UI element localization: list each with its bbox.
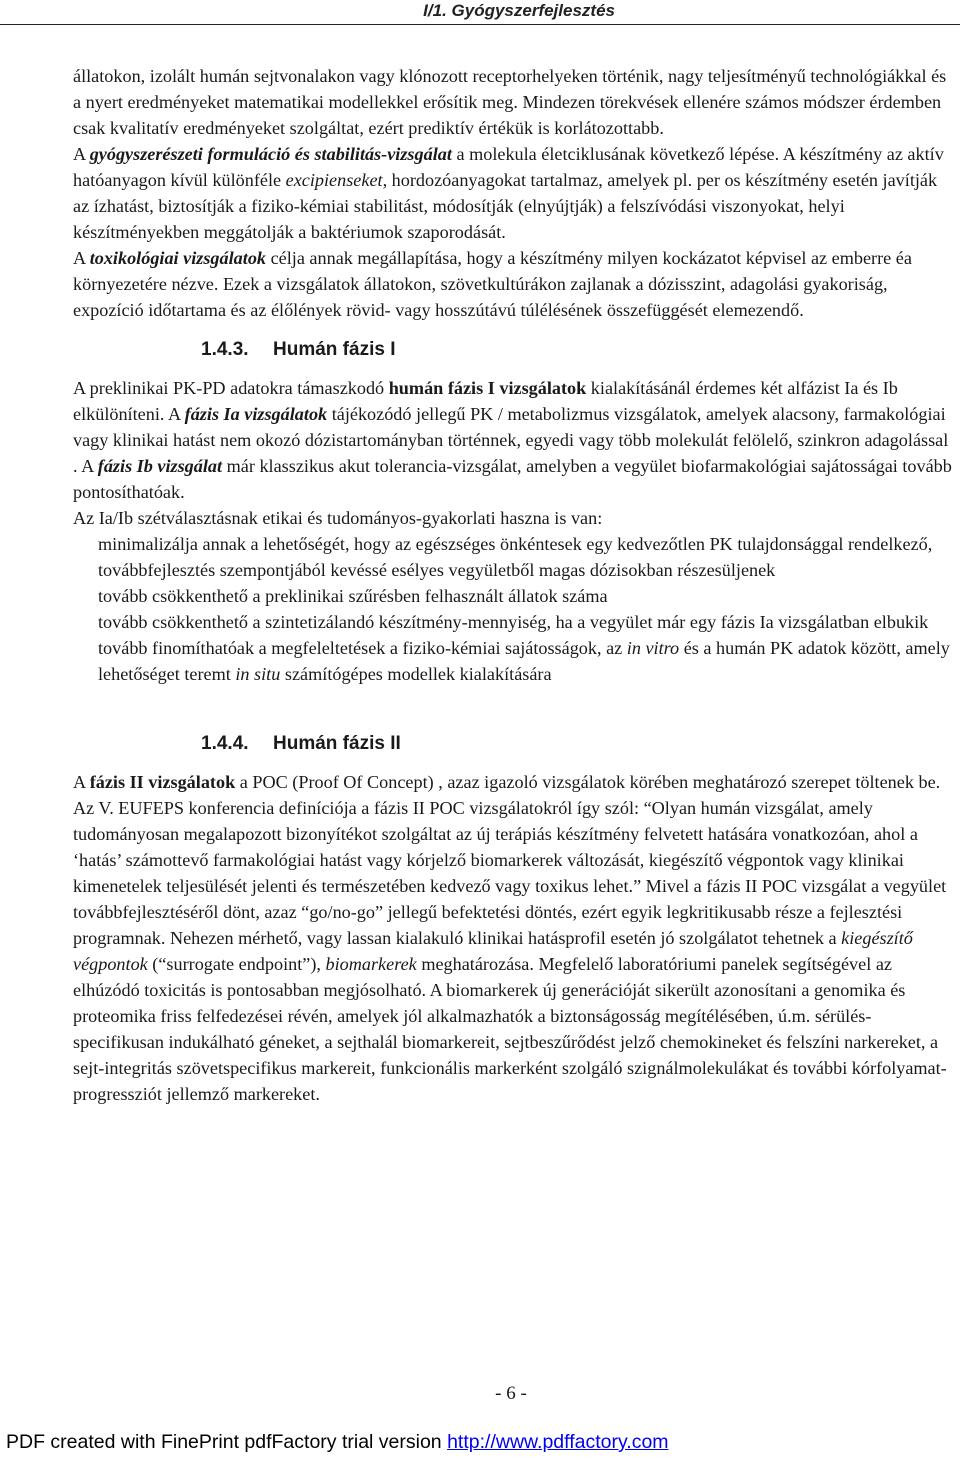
text-run: tovább finomíthatóak a megfeleltetések a fiziko-kémiai sajátosságok, az [98,638,627,658]
emphasis-term: fázis II vizsgálatok [89,772,236,792]
section-number: 1.4.3. [201,339,249,360]
list-item [98,635,955,687]
emphasis-term: kiegészítő végpontok [73,928,913,974]
section-number: 1.4.4. [201,733,249,754]
text-run: a POC (Proof Of Concept) , azaz igazoló vizsgálatok körében meghatározó szerepet töltenek be. Az V. EUFEPS konferencia definíciója a fázis II POC vizsgálatokról így szól: “Olyan humán vizsgálat, amely tudományosan megalapozott bizonyítékot szolgáltat az új terápiás készítmény felvetett hatására vonatkozóan, ahol a ‘hatás’ számottevő farmakológiai hatást vagy kórjelző biomarkerek változását, kiegészítő végpontok vagy klinikai kimenetelek teljesülését jelenti és természetében kedvező vagy toxikus lehet.” Mivel a fázis II POC vizsgálat a vegyület továbbfejlesztéséről dönt, azaz “go/no-go” jellegű befektetési döntés, ezért egyik legkritikusabb része a fejlesztési programnak. Nehezen mérhető, vagy lassan kialakuló klinikai hatásprofil esetén jó szolgálatot tehetnek a [73,772,947,948]
text-run: már klasszikus akut tolerancia-vizsgálat, amelyben a vegyület biofarmakológiai sajátosságai tovább pontosíthatóak. [73,456,952,502]
footer-text: PDF created with FinePrint pdfFactory trial version [6,1431,448,1453]
list-item: tovább csökkenthető a szintetizálandó készítmény-mennyiség, ha a vegyület már egy fázis Ia vizsgálatban elbukik [98,612,929,632]
emphasis-term: fázis Ib vizsgálat [97,456,223,476]
emphasis-term: toxikológiai vizsgálatok [89,248,267,268]
spacer [73,687,955,717]
paragraph [73,769,955,1107]
paragraph: Az Ia/Ib szétválasztásnak etikai és tudományos-gyakorlati haszna is van: [73,508,603,528]
text-run: (“surrogate endpoint”), [147,954,326,974]
list-item: minimalizálja annak a lehetőségét, hogy az egészséges önkéntesek egy kedvezőtlen PK tulajdonsággal rendelkező, továbbfejlesztés szempontjából kevéssé esélyes vegyületből magas dózisokban részesüljenek [98,534,933,580]
emphasis-term: excipienseket, [285,170,388,190]
text-run: A [73,144,90,164]
text-run: célja annak megállapítása, hogy a készítmény milyen kockázatot képvisel az emberre éa környezetére nézve. Ezek a vizsgálatok állatokon, szövetkultúrákon zajlanak a dózisszint, adagolási gyakoriság, expozíció időtartama és az élőlények rövid- vagy hosszútávú túlélésének összefüggését elemezendő. [73,248,912,320]
text-run: a molekula életciklusának következő lépése. A készítmény az aktív hatóanyagon kívül különféle [73,144,944,190]
text-run: A [73,248,90,268]
paragraph [73,375,955,505]
text-run: meghatározása. Megfelelő laboratóriumi panelek segítségével az elhúzódó toxicitás is pontosabban megjósolható. A biomarkerek új generációját sikerült azonosítani a genomika és proteomika friss felfedezései révén, amelyek jól alkalmazhatók a biztonságosság megítélésében, ú.m. sérülés-specifikusan indukálható géneket, a sejthalál biomarkereit, sejtbeszűrődést jelző chemokineket és felszíni narkereket, a sejt-integritás szövetspecifikus markereit, funkcionális markerként szolgáló szignálmolekulákat és további kórfolyamat-progressziót jellemző markereket. [73,954,947,1104]
text-run: A preklinikai PK-PD adatokra támaszkodó [73,378,389,398]
emphasis-term: in situ [235,664,281,684]
header-rule [0,24,960,25]
text-run: tájékozódó jellegű PK / metabolizmus vizsgálatok, amelyek alacsony, farmakológiai vagy klinikai hatást nem okozó dózistartományban történnek, egyedi vagy több molekulát felölelő, szinkron adagolással . A [73,404,949,476]
text-run: számítógépes modellek kialakítására [280,664,552,684]
emphasis-term: in vitro [626,638,680,658]
emphasis-term: biomarkerek [325,954,417,974]
text-run: hordozóanyagokat tartalmaz, amelyek pl. per os készítmény esetén javítják az ízhatást, biztosítják a fiziko-kémiai stabilitást, módosítják (elnyújtják) a felszívódási viszonyokat, helyi készítményekben meggátolják a baktériumok szaporodását. [73,170,938,242]
header-title: I/1. Gyógyszerfejlesztés [423,1,615,20]
section-heading [73,731,955,757]
pdf-footer [6,1431,669,1454]
text-run: kialakításánál érdemes két alfázist Ia és Ib elkülöníteni. A [73,378,898,424]
paragraph: állatokon, izolált humán sejtvonalakon vagy klónozott receptorhelyeken történik, nagy teljesítményű technológiákkal és a nyert eredményeket matematikai modellekkel erősítik meg. Mindezen törekvések ellenére számos módszer érdemben csak kvalitatív eredményeket szolgáltat, ezért prediktív értékük is korlátozottabb. [73,66,947,138]
section-title: Humán fázis II [273,733,401,754]
section-title: Humán fázis I [273,339,396,360]
text-run: és a humán PK adatok között, amely lehetőséget teremt [98,638,950,684]
footer-link[interactable]: http://www.pdffactory.com [447,1431,669,1453]
emphasis-term: gyógyszerészeti formuláció és stabilitás-vizsgálat [89,144,452,164]
page-number: - 6 - [495,1383,527,1404]
page-header [0,0,960,26]
emphasis-term: humán fázis I vizsgálatok [388,378,587,398]
emphasis-term: fázis Ia vizsgálatok [184,404,328,424]
list [98,531,955,687]
paragraph [73,245,955,323]
document-body [73,63,955,1107]
list-item: tovább csökkenthető a preklinikai szűrésben felhasznált állatok száma [98,586,608,606]
paragraph [73,141,955,245]
text-run: A [73,772,90,792]
section-heading [73,337,955,363]
